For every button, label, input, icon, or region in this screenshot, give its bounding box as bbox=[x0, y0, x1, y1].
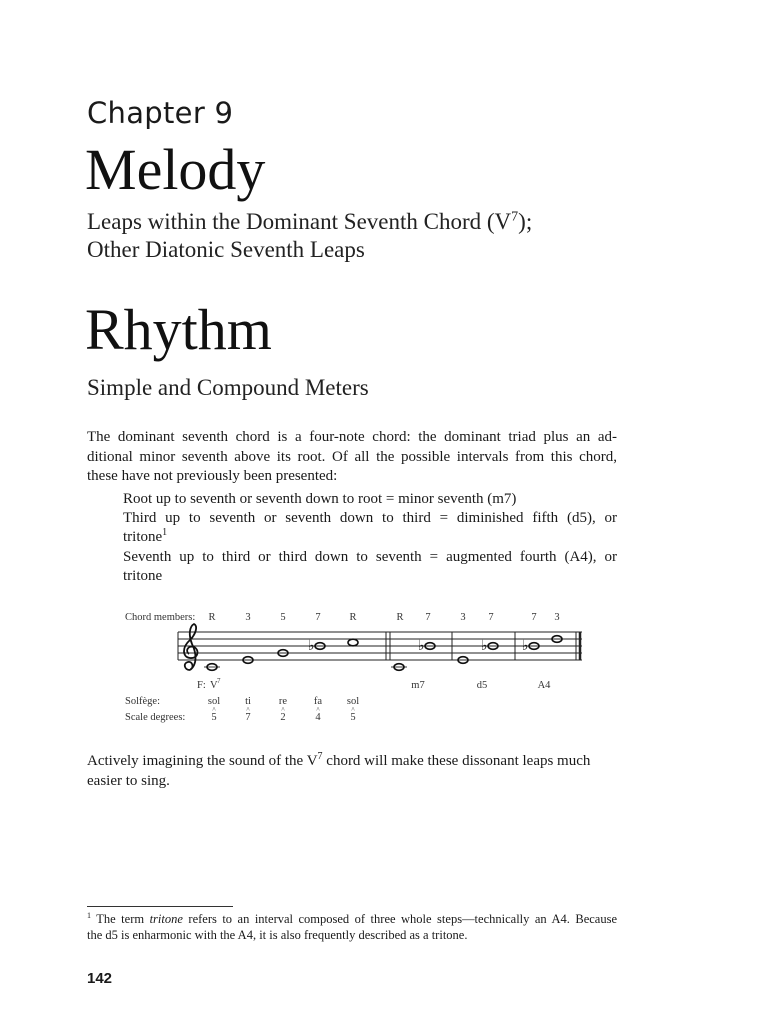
interval-list: Root up to seventh or seventh down to root = minor seventh (m7) Third up to seventh or seventh down to third = diminished fifth (d5), or tritone$^1$ Seventh up to third or third down to seventh = augmented fourth (A4), or tritone bbox=[123, 491, 617, 584]
flat-icons bbox=[308, 639, 529, 654]
svg-text:♭: ♭ bbox=[522, 639, 529, 654]
svg-text:^: ^ bbox=[246, 706, 250, 714]
footnote-ref[interactable]: 1 bbox=[162, 527, 168, 539]
solfege-syllable: sol bbox=[207, 696, 221, 707]
chord-member: 3 bbox=[245, 612, 251, 623]
treble-clef-icon bbox=[184, 624, 197, 670]
chord-member: 3 bbox=[554, 612, 560, 623]
chord-label: V bbox=[210, 680, 218, 691]
scale-degrees-label: Scale degrees: bbox=[125, 712, 186, 723]
chord-member: 3 bbox=[460, 612, 466, 623]
solfege-syllable: ti bbox=[245, 696, 251, 707]
interval-item-a4: Seventh up to third or third down to seventh = augmented fourth (A4), or bbox=[123, 548, 617, 565]
closing-paragraph: Actively imagining the sound of the $V^7$ chord will make these dissonant leaps much easier to sing. bbox=[87, 751, 591, 789]
svg-text:^: ^ bbox=[281, 706, 285, 714]
svg-text:♭: ♭ bbox=[308, 639, 315, 654]
solfege-syllable: fa bbox=[313, 696, 323, 707]
chord-member: R bbox=[396, 612, 404, 623]
interval-label: A4 bbox=[537, 680, 551, 691]
music-notation-figure bbox=[120, 604, 600, 729]
chord-member: 7 bbox=[488, 612, 494, 623]
key-label: F: bbox=[197, 680, 206, 691]
solfege-syllable: sol bbox=[346, 696, 360, 707]
svg-text:♭: ♭ bbox=[481, 639, 488, 654]
page-number: 142 bbox=[87, 970, 113, 987]
chord-member: R bbox=[349, 612, 357, 623]
chord-member: 7 bbox=[425, 612, 431, 623]
interval-label: d5 bbox=[476, 680, 488, 691]
section-title-melody: Melody bbox=[85, 137, 266, 202]
svg-text:♭: ♭ bbox=[418, 639, 425, 654]
scale-degree: 4 bbox=[315, 712, 321, 723]
footnote-number: 1 bbox=[87, 910, 91, 920]
svg-text:^: ^ bbox=[351, 706, 355, 714]
solfege-syllable: re bbox=[278, 696, 288, 707]
scale-degree: 5 bbox=[211, 712, 217, 723]
chord-member: 5 bbox=[280, 612, 286, 623]
section-title-rhythm: Rhythm bbox=[85, 297, 272, 362]
interval-label: m7 bbox=[411, 680, 425, 691]
scale-degree-carets bbox=[212, 706, 355, 714]
scale-degree: 2 bbox=[280, 712, 286, 723]
chord-label-sup: 7 bbox=[217, 677, 221, 685]
svg-text:^: ^ bbox=[212, 706, 216, 714]
section-subtitle-melody: Leaps within the Dominant Seventh Chord $(V^7)$; Other Diatonic Seventh Leaps bbox=[87, 209, 533, 262]
interval-item-d5: Third up to seventh or seventh down to third = diminished fifth (d5), or bbox=[123, 510, 617, 527]
svg-text:^: ^ bbox=[316, 706, 320, 714]
chord-member: 7 bbox=[315, 612, 321, 623]
footnote-term: tritone bbox=[149, 912, 183, 926]
scale-degree: 5 bbox=[350, 712, 356, 723]
solfege-label: Solfège: bbox=[125, 696, 160, 707]
scale-degree: 7 bbox=[245, 712, 251, 723]
chord-members-label: Chord members: bbox=[125, 612, 196, 623]
chapter-label: Chapter 9 bbox=[87, 96, 234, 130]
interval-item-m7: Root up to seventh or seventh down to root = minor seventh (m7) bbox=[123, 491, 517, 507]
section-subtitle-rhythm: Simple and Compound Meters bbox=[87, 375, 369, 400]
note-c2 bbox=[348, 639, 358, 646]
footnote-divider bbox=[87, 906, 233, 907]
chord-member: R bbox=[208, 612, 216, 623]
chord-member: 7 bbox=[531, 612, 537, 623]
intro-paragraph: The dominant seventh chord is a four-note chord: the dominant triad plus an ad- ditional minor seventh above its root. Of all the possible intervals from this chord, these have not previously been presented: bbox=[87, 429, 617, 484]
footnote: $^1$ The term tritone refers to an interval composed of three whole steps—technically an A4. Because the d5 is enharmonic with the A4, it is also frequently described as a tritone. bbox=[87, 910, 617, 942]
